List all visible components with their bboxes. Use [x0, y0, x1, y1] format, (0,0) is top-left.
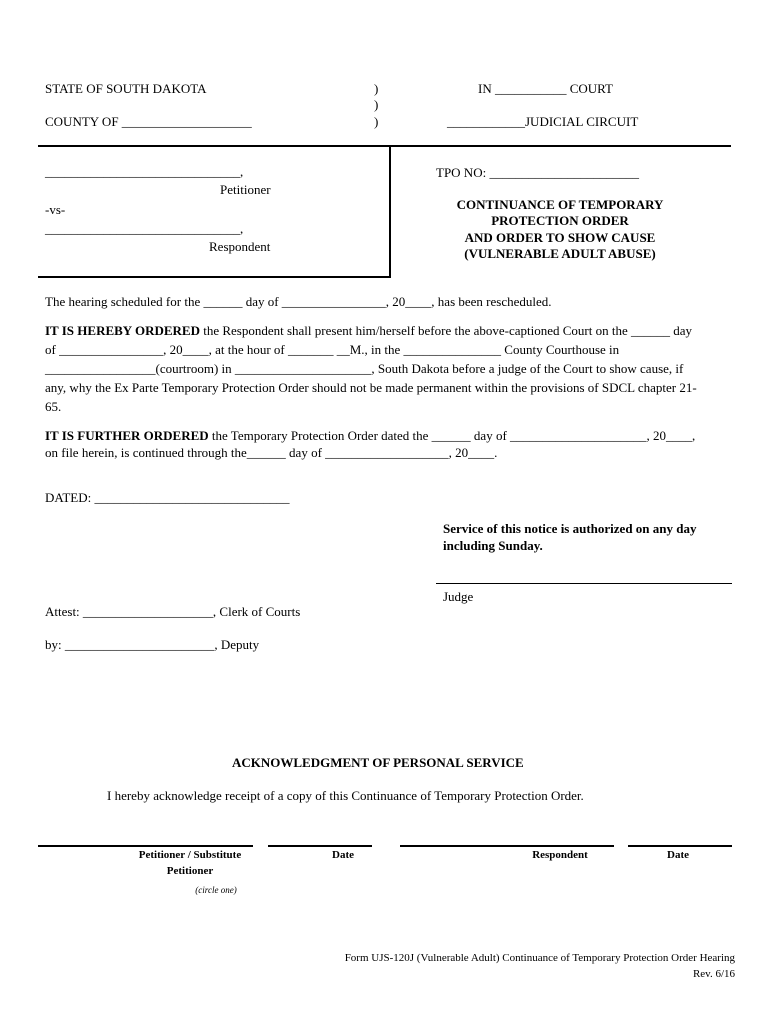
court-label: IN ___________ COURT: [478, 81, 613, 96]
acknowledgment-text: I hereby acknowledge receipt of a copy of this Continuance of Temporary Protection Order.: [107, 788, 584, 803]
revision-footer: Rev. 6/16: [692, 968, 735, 980]
state-label: STATE OF SOUTH DAKOTA: [45, 81, 207, 96]
respondent-sig-label: Respondent: [532, 849, 588, 861]
vs-label: -vs-: [45, 202, 66, 217]
further-ordered-text: the Temporary Protection Order dated the ______ day of _____________________, 20____, on file herein, is continued through the______ day of ___________________, 20____.: [45, 428, 696, 460]
service-notice-line1: Service of this notice is authorized on any day: [443, 521, 697, 536]
respondent-label: Respondent: [209, 239, 271, 254]
dated-line: DATED: ______________________________: [45, 490, 290, 505]
petitioner-sig-label-line2: Petitioner: [166, 865, 214, 877]
caption-paren: ): [374, 114, 379, 129]
acknowledgment-heading: ACKNOWLEDGMENT OF PERSONAL SERVICE: [232, 755, 524, 770]
county-label: COUNTY OF ____________________: [45, 114, 252, 129]
document-title-line3: AND ORDER TO SHOW CAUSE: [464, 230, 656, 245]
caption-bottom-rule: [38, 276, 391, 278]
hearing-rescheduled-text: The hearing scheduled for the ______ day of ________________, 20____, has been rescheduled.: [45, 294, 552, 309]
caption-paren: ): [374, 97, 379, 112]
petitioner-date-line: [268, 845, 372, 847]
hereby-ordered-text: the Respondent shall present him/herself before the above-captioned Court on the ______ day of ________________, 20____, at the hour of _______ __M., in the _______________ County Courthouse in _________________(courtroom) in _____________________, South Dakota before a judge of the Court to show cause, if any, why the Ex Parte Temporary Protection Order should not be made permanent within the provisions of SDCL chapter 21-65.: [45, 323, 697, 414]
judge-label: Judge: [443, 589, 474, 604]
petitioner-signature-line: [38, 845, 253, 847]
document-title-line2: PROTECTION ORDER: [491, 213, 629, 228]
tpo-number: TPO NO: _______________________: [436, 165, 639, 180]
caption-paren: ): [374, 81, 379, 96]
caption-divider: [389, 145, 391, 278]
respondent-signature-line: [400, 845, 614, 847]
respondent-date-line: [628, 845, 732, 847]
caption-top-rule: [38, 145, 731, 147]
further-ordered-lead: IT IS FURTHER ORDERED: [45, 428, 209, 443]
hereby-ordered-paragraph: [45, 321, 705, 416]
respondent-date-label: Date: [667, 849, 689, 861]
circuit-label: ____________JUDICIAL CIRCUIT: [447, 114, 639, 129]
form-footer: Form UJS-120J (Vulnerable Adult) Continuance of Temporary Protection Order Hearing: [344, 952, 735, 964]
petitioner-line: ______________________________,: [45, 164, 244, 179]
hereby-ordered-lead: IT IS HEREBY ORDERED: [45, 323, 200, 338]
document-title-line1: CONTINUANCE OF TEMPORARY: [456, 197, 664, 212]
attest-line: Attest: ____________________, Clerk of Courts: [45, 604, 301, 619]
deputy-line: by: _______________________, Deputy: [45, 637, 260, 652]
circle-one-note: (circle one): [195, 885, 237, 895]
further-ordered-paragraph: [45, 427, 705, 461]
petitioner-date-label: Date: [332, 849, 354, 861]
petitioner-label: Petitioner: [220, 182, 271, 197]
service-notice-line2: including Sunday.: [443, 538, 543, 553]
judge-signature-line: [436, 583, 732, 584]
petitioner-sig-label-line1: Petitioner / Substitute: [138, 849, 242, 861]
document-title-line4: (VULNERABLE ADULT ABUSE): [464, 246, 656, 261]
respondent-line: ______________________________,: [45, 221, 244, 236]
